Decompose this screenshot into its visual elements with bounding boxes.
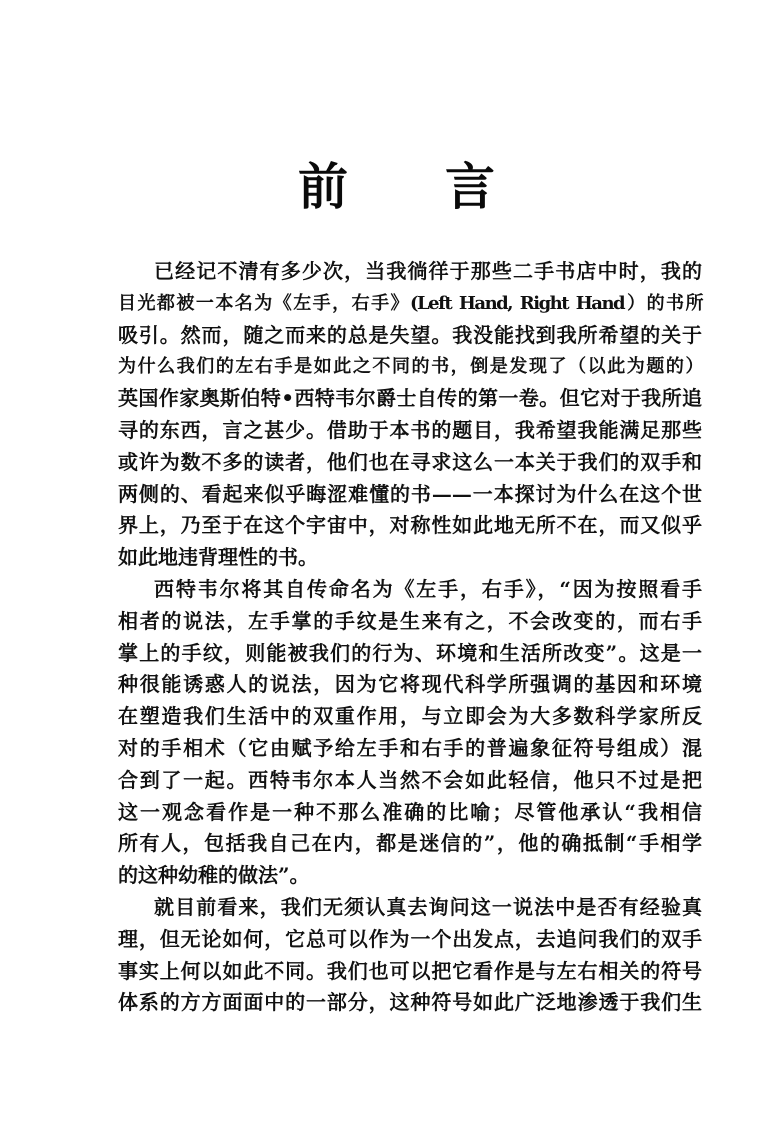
text-line: 在塑造我们生活中的双重作用，与立即会为大多数科学家所反 xyxy=(118,704,702,729)
paragraph-3 xyxy=(118,892,702,1019)
text-line: 的这种幼稚的做法”。 xyxy=(118,863,310,888)
text-line: 理，但无论如何，它总可以作为一个出发点，去追问我们的双手 xyxy=(118,926,702,951)
text-line: 或许为数不多的读者，他们也在寻求这么一本关于我们的双手和 xyxy=(118,449,702,474)
text-line: 所有人，包括我自己在内，都是迷信的”，他的确抵制“手相学 xyxy=(118,831,702,856)
document-body xyxy=(118,256,702,1019)
text-line: 对的手相术（它由赋予给左手和右手的普遍象征符号组成）混 xyxy=(118,735,702,760)
text-line: 掌上的手纹，则能被我们的行为、环境和生活所改变”。这是一 xyxy=(118,640,702,665)
text-line: 这一观念看作是一种不那么准确的比喻；尽管他承认“我相信 xyxy=(118,799,702,824)
text-line: 体系的方方面面中的一部分，这种符号如此广泛地渗透于我们生 xyxy=(118,990,702,1015)
paragraph-2 xyxy=(118,574,702,892)
text-line: 如此地违背理性的书。 xyxy=(118,545,318,570)
paragraph-1 xyxy=(118,256,702,574)
text-line: 已经记不清有多少次，当我徜徉于那些二手书店中时，我的 xyxy=(154,259,702,283)
text-line: 界上，乃至于在这个宇宙中，对称性如此地无所不在，而又似乎 xyxy=(118,513,702,538)
text-line: 为什么我们的左右手是如此之不同的书，倒是发现了（以此为题的） xyxy=(118,356,702,378)
text-line: 目光都被一本名为《左手，右手》(Left Hand, Right Hand）的书所 xyxy=(118,292,702,314)
text-line: 事实上何以如此不同。我们也可以把它看作是与左右相关的符号 xyxy=(118,958,702,983)
text-line: 合到了一起。西特韦尔本人当然不会如此轻信，他只不过是把 xyxy=(118,767,702,792)
text-line: 就目前看来，我们无须认真去询问这一说法中是否有经验真 xyxy=(154,894,702,919)
text-line: 种很能诱惑人的说法，因为它将现代科学所强调的基因和环境 xyxy=(118,672,702,697)
title-char: 前 xyxy=(298,157,348,216)
text-line: 两侧的、看起来似乎晦涩难懂的书——一本探讨为什么在这个世 xyxy=(118,481,702,506)
text-line: 英国作家奥斯伯特•西特韦尔爵士自传的第一卷。但它对于我所追 xyxy=(118,386,702,411)
text-line: 寻的东西，言之甚少。借助于本书的题目，我希望我能满足那些 xyxy=(118,417,702,442)
title-char: 言 xyxy=(445,157,495,216)
text-line: 相者的说法，左手掌的手纹是生来有之，不会改变的，而右手 xyxy=(118,608,702,633)
text-line: 吸引。然而，随之而来的总是失望。我没能找到我所希望的关于 xyxy=(118,322,702,347)
text-line: 西特韦尔将其自传命名为《左手，右手》，“因为按照看手 xyxy=(154,576,702,601)
page-title xyxy=(0,152,769,222)
